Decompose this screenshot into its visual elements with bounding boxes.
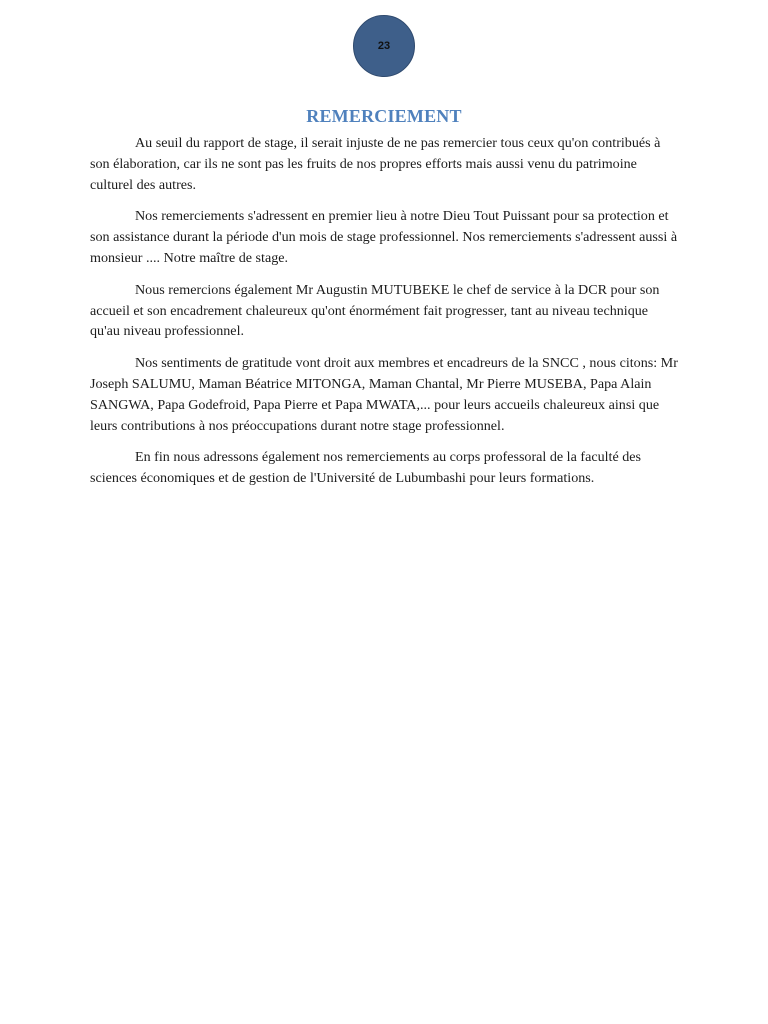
paragraph-sncc: Nos sentiments de gratitude vont droit aux membres et encadreurs de la SNCC , nous citons: Mr Joseph SALUMU, Maman Béatrice MITONGA, Maman Chantal, Mr Pierre MUSEBA, Papa Alain SANGWA, Papa Godefroid, Papa Pierre et Papa MWATA,... pour leurs accueils chaleureux ainsi que leurs contributions à nos préoccupations durant notre stage professionnel.	[90, 355, 678, 434]
document-title: REMERCIEMENT	[306, 106, 462, 126]
document-body	[90, 133, 680, 500]
paragraph-dieu: Nos remerciements s'adressent en premier lieu à notre Dieu Tout Puissant pour sa protection et son assistance durant la période d'un mois de stage professionnel. Nos remerciements s'adressent aussi à monsieur .... Notre maître de stage.	[90, 208, 678, 266]
page-number-badge	[353, 15, 415, 77]
page-number: 23	[377, 40, 391, 52]
paragraph-intro: Au seuil du rapport de stage, il serait injuste de ne pas remercier tous ceux qu'on contribués à son élaboration, car ils ne sont pas les fruits de nos propres efforts mais aussi venu du patrimoine culturel des autres.	[90, 135, 661, 193]
paragraph-universite: En fin nous adressons également nos remerciements au corps professoral de la faculté des sciences économiques et de gestion de l'Université de Lubumbashi pour leurs formations.	[90, 449, 642, 487]
paragraph-chef-service: Nous remercions également Mr Augustin MUTUBEKE le chef de service à la DCR pour son accueil et son encadrement chaleureux qu'ont énormément fait progresser, tant au niveau technique qu'au niveau professionnel.	[90, 281, 660, 340]
